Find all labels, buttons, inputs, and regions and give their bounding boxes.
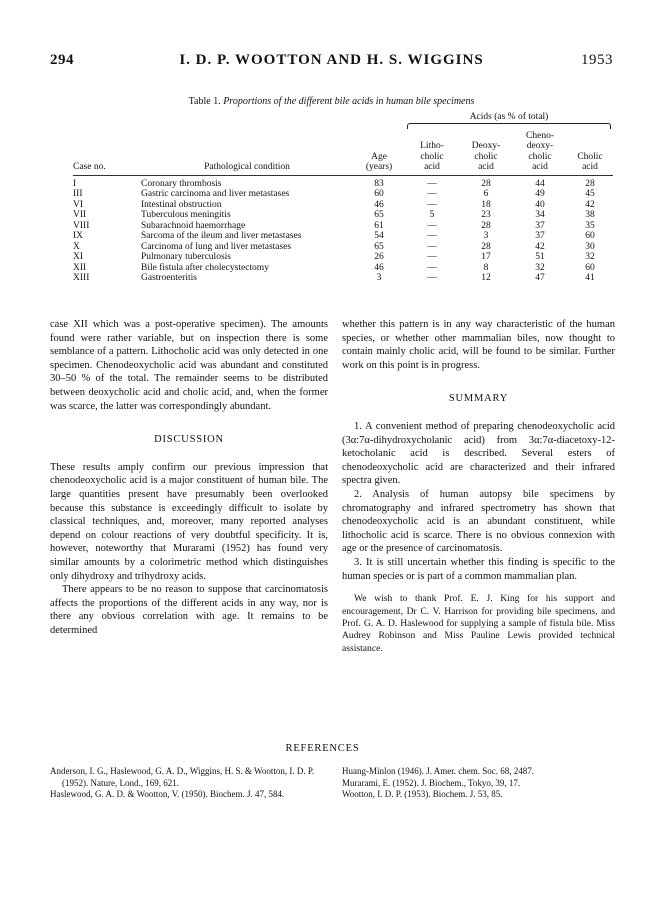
cell-cholic: 41: [585, 273, 595, 283]
cell-litho: —: [427, 273, 437, 283]
cell-cheno: 40: [535, 199, 545, 210]
col-header-age: [353, 131, 405, 176]
cell-age: 26: [374, 252, 384, 262]
col-header-line: (years): [365, 162, 393, 172]
running-header: [50, 52, 613, 74]
col-header-line: acid: [582, 162, 598, 172]
cell-condition: Carcinoma of lung and liver metastases: [141, 241, 292, 252]
col-header-line: acid: [478, 162, 494, 172]
table-row: [73, 189, 613, 200]
cell-age: 61: [374, 220, 384, 231]
col-header-line: cholic: [474, 151, 498, 162]
col-header-line: Cholic: [577, 151, 603, 162]
cell-litho: —: [427, 262, 437, 273]
col-header-deoxycholic: [459, 131, 513, 176]
cell-deoxy: 28: [481, 241, 491, 252]
table-body: [73, 175, 613, 284]
results-paragraph: case XII which was a post-operative specimen). The amounts found were rather variable, but on inspection there is some semblance of a pattern. Lithocholic acid was only detected in one specimen. Chenodeoxycholic acid was abundant and constituted 30–50 % of the total. The remainder seems to be distributed between deoxycholic acid and cholic acid, and, when the former was scarce, the latter was correspondingly abundant.: [50, 319, 328, 412]
reference-item: Huang-Minlon (1946). J. Amer. chem. Soc. 68, 2487.: [342, 766, 534, 776]
cell-litho: —: [427, 178, 437, 189]
discussion-paragraph-3: whether this pattern is in any way characteristic of the human species, or whether other mammalian biles, now thought to contain mainly cholic acid, will be found to be similar. Further work on this point is in progress.: [342, 319, 615, 371]
cell-condition: Sarcoma of the ileum and liver metastases: [141, 231, 302, 241]
cell-age: 60: [374, 189, 384, 199]
col-header-line: acid: [532, 162, 548, 172]
reference-item: Anderson, I. G., Haslewood, G. A. D., Wiggins, H. S. & Wootton, I. D. P. (1952). Nature, Lond., 169, 621.: [50, 766, 315, 788]
page-number: 294: [50, 52, 74, 68]
cell-condition: Intestinal obstruction: [141, 199, 222, 210]
cell-litho: —: [427, 189, 437, 199]
cell-cheno: 32: [535, 262, 545, 273]
col-header-line: cholic: [528, 151, 552, 162]
table-caption-text: Proportions of the different bile acids in human bile specimens: [223, 96, 475, 107]
cell-condition: Gastric carcinoma and liver metastases: [141, 189, 290, 199]
col-header-condition: Pathological condition: [141, 131, 353, 176]
cell-case: III: [73, 189, 83, 199]
col-header-line: Litho-: [420, 141, 444, 151]
table-row: [73, 200, 613, 211]
cell-cholic: 45: [585, 189, 595, 199]
cell-condition: Coronary thrombosis: [141, 178, 222, 189]
cell-deoxy: 17: [481, 252, 491, 262]
cell-cholic: 38: [585, 210, 595, 220]
col-header-line: acid: [424, 162, 440, 172]
column-header-row: [73, 131, 613, 176]
table-row: [73, 242, 613, 253]
cell-age: 83: [374, 178, 384, 189]
cell-litho: 5: [429, 210, 435, 220]
cell-case: XI: [73, 252, 84, 262]
cell-deoxy: 6: [483, 189, 489, 199]
references-heading: REFERENCES: [285, 743, 360, 754]
summary-item-3: 3. It is still uncertain whether this finding is specific to the human species or is part of a common mammalian plan.: [342, 556, 615, 582]
cell-deoxy: 18: [481, 199, 491, 210]
cell-cheno: 42: [535, 241, 545, 252]
cell-age: 54: [374, 231, 384, 241]
cell-deoxy: 12: [481, 273, 491, 283]
running-title-authors: I. D. P. WOOTTON AND H. S. WIGGINS: [179, 52, 484, 68]
bile-acid-table: [73, 112, 613, 284]
table-row: [73, 221, 613, 232]
table-row: [73, 273, 613, 284]
summary-item-2: 2. Analysis of human autopsy bile specimens by chromatography and infrared spectrometry has shown that chenodeoxycholic acid is an abundant constituent, while lithocholic acid is scarce. There is no obvious connexion with age or the presence of carcinomatosis.: [342, 488, 615, 555]
cell-condition: Gastroenteritis: [141, 273, 197, 283]
cell-deoxy: 28: [481, 220, 491, 231]
cell-litho: —: [427, 252, 437, 262]
cell-deoxy: 28: [481, 178, 491, 189]
table-row: [73, 210, 613, 221]
cell-age: 65: [374, 210, 384, 220]
cell-deoxy: 3: [483, 231, 489, 241]
reference-item: Murarami, E. (1952). J. Biochem., Tokyo, 39, 17.: [342, 777, 521, 788]
cell-age: 46: [374, 199, 384, 210]
col-header-line: Deoxy-: [471, 141, 501, 151]
table-caption: [50, 96, 613, 107]
cell-cheno: 37: [535, 220, 545, 231]
cell-cholic: 42: [585, 199, 595, 210]
col-header-cholic: [567, 131, 613, 176]
cell-litho: —: [427, 241, 437, 252]
col-header-line: deoxy-: [526, 141, 554, 151]
cell-deoxy: 8: [483, 262, 489, 273]
cell-cholic: 30: [585, 241, 595, 252]
cell-litho: —: [427, 231, 437, 241]
cell-cholic: 60: [585, 262, 595, 273]
acids-group-header: Acids (as % of total): [405, 112, 613, 131]
cell-age: 3: [376, 273, 382, 283]
cell-case: VI: [73, 199, 84, 210]
cell-case: XIII: [73, 273, 90, 283]
left-column: [50, 318, 328, 637]
references-right: [342, 766, 615, 801]
cell-litho: —: [427, 220, 437, 231]
cell-cholic: 28: [585, 178, 595, 189]
discussion-paragraph-2: There appears to be no reason to suppose that carcinomatosis affects the proportions of the different acids in any way, nor is there any obvious correlation with age. It remains to be determined: [50, 584, 328, 636]
table-label: Table 1.: [188, 96, 221, 107]
cell-case: IX: [73, 231, 84, 241]
cell-case: VIII: [73, 220, 90, 231]
cell-condition: Pulmonary tuberculosis: [141, 252, 231, 262]
cell-condition: Tuberculous meningitis: [141, 210, 231, 220]
reference-item: Haslewood, G. A. D. & Wootton, V. (1950). Biochem. J. 47, 584.: [50, 789, 285, 800]
table-row: [73, 252, 613, 263]
col-header-case: Case no.: [73, 131, 141, 176]
journal-year: 1953: [581, 52, 613, 68]
summary-item-1: 1. A convenient method of preparing chenodeoxycholic acid (3α:7α-dihydroxycholanic acid) from 3α:7α-diacetoxy-12-ketocholanic acid is described. Several esters of chenodeoxycholic acid are characterized and their infrared spectra given.: [342, 420, 615, 487]
right-column: [342, 318, 615, 655]
reference-item: Wootton, I. D. P. (1953). Biochem. J. 53, 85.: [342, 789, 503, 800]
summary-heading: SUMMARY: [448, 393, 509, 405]
cell-case: I: [73, 178, 77, 189]
references-left: [50, 766, 328, 801]
cell-case: X: [73, 241, 80, 252]
col-header-line: cholic: [420, 151, 444, 162]
cell-case: VII: [73, 210, 87, 220]
discussion-paragraph-1: These results amply confirm our previous impression that chenodeoxycholic acid is a major constituent of human bile. The large quantities present have presumably been overlooked because this substance is exceedingly difficult to isolate by classical techniques, and, moreover, many reported analyses depend on colour reactions of very doubtful specificity. It is, however, noteworthy that Murarami (1952) has found very similar amounts by a colorimetric method which distinguishes only dihydroxy and trihydroxy acids.: [50, 461, 328, 582]
cell-cholic: 35: [585, 220, 595, 231]
col-header-lithocholic: [405, 131, 459, 176]
discussion-heading: DISCUSSION: [154, 434, 224, 446]
cell-deoxy: 23: [481, 210, 491, 220]
col-header-line: Age: [371, 151, 387, 162]
table-row: [73, 263, 613, 274]
cell-condition: Subarachnoid haemorrhage: [141, 220, 246, 231]
cell-age: 65: [374, 241, 384, 252]
cell-case: XII: [73, 262, 87, 273]
cell-cholic: 60: [585, 231, 595, 241]
group-brace: [407, 123, 611, 129]
data-table: [73, 112, 613, 284]
acknowledgements: We wish to thank Prof. E. J. King for his support and encouragement, Dr C. V. Harrison for providing bile specimens, and Prof. G. A. D. Haslewood for supplying a sample of fistula bile. Miss Audrey Robinson and Miss Pauline Lewis provided technical assistance.: [342, 593, 615, 654]
cell-age: 46: [374, 262, 384, 273]
cell-cheno: 51: [535, 252, 545, 262]
cell-cheno: 47: [535, 273, 545, 283]
table-row: [73, 175, 613, 189]
col-header-line: Cheno-: [526, 130, 554, 141]
cell-litho: —: [427, 199, 437, 210]
cell-condition: Bile fistula after cholecystectomy: [141, 262, 269, 273]
cell-cheno: 34: [535, 210, 545, 220]
cell-cheno: 49: [535, 189, 545, 199]
cell-cheno: 44: [535, 178, 545, 189]
table-row: [73, 231, 613, 242]
cell-cholic: 32: [585, 252, 595, 262]
cell-cheno: 37: [535, 231, 545, 241]
col-header-chenodeoxycholic: [513, 131, 567, 176]
